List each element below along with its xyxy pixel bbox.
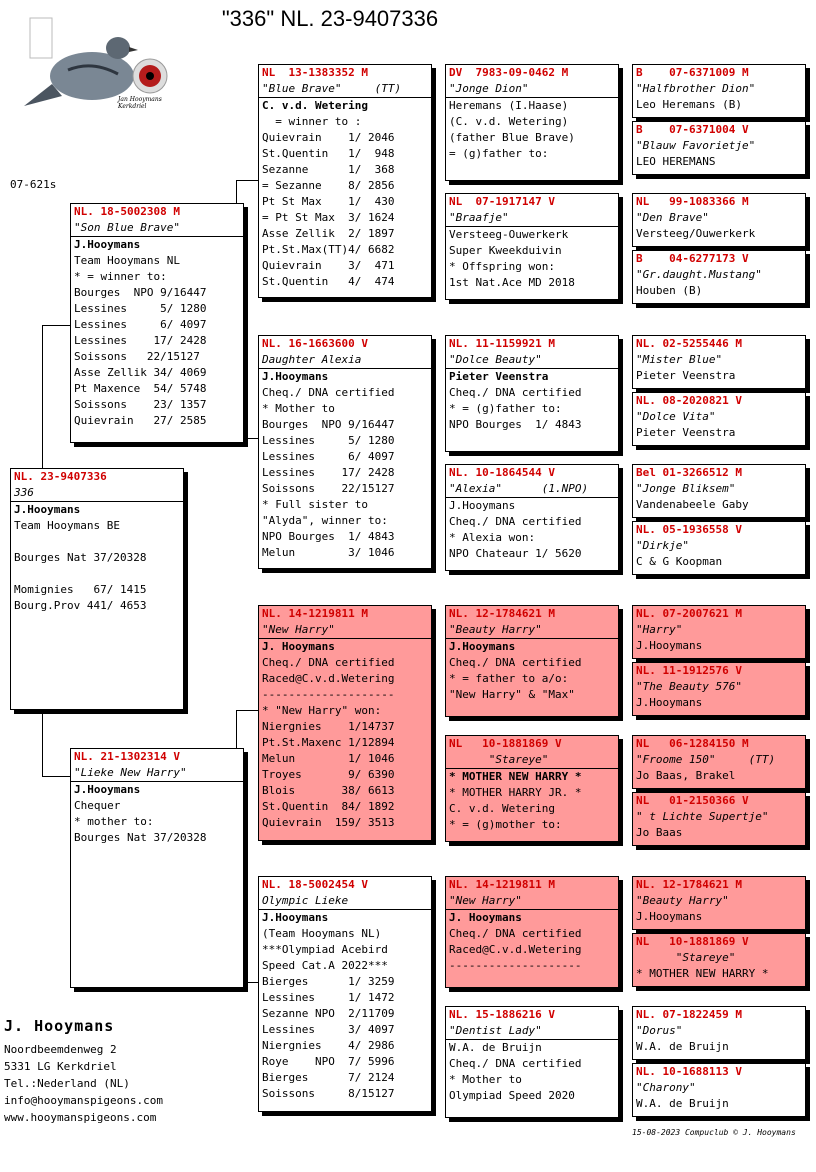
pigeon-name: "Jonge Dion" (446, 81, 618, 98)
line: Sezanne NPO 2/11709 (262, 1007, 395, 1020)
footer: 15-08-2023 Compuclub © J. Hooymans (632, 1128, 796, 1137)
ring-number: NL. 23-9407336 (14, 470, 107, 483)
pigeon-name: "Alexia" (1.NPO) (446, 481, 618, 498)
line: Troyes 9/ 6390 (262, 768, 395, 781)
pigeon-name: "Beauty Harry" (446, 622, 618, 639)
line: Lessines 6/ 4097 (74, 318, 207, 331)
line: * MOTHER HARRY JR. * (449, 786, 582, 799)
card-gen4-6 (632, 392, 806, 446)
pigeon-name: "Dolce Vita" (636, 410, 716, 423)
line: C. v.d. Wetering (449, 802, 555, 815)
card-gen4-14 (632, 933, 806, 987)
line: J.Hooymans (449, 640, 516, 653)
logo-text: Jan Hooymans Kerkdriel (118, 96, 162, 110)
line: Bourges Nat 37/20328 (14, 551, 147, 564)
ring-number: NL. 10-1688113 V (636, 1065, 742, 1078)
ring-number: NL. 07-1822459 M (636, 1008, 742, 1021)
pigeon-name: "Stareye" (636, 951, 736, 964)
line: Lessines 17/ 2428 (74, 334, 207, 347)
pigeon-name: "Froome 150" (TT) (636, 753, 776, 766)
line: * MOTHER NEW HARRY * (636, 967, 769, 980)
card-gen4-5 (632, 335, 806, 389)
ring-number: NL. 08-2020821 V (636, 394, 742, 407)
line: (Team Hooymans NL) (262, 927, 382, 940)
card-gen4-3 (632, 193, 806, 247)
pigeon-name: "Braafje" (446, 210, 618, 227)
line: Leo Heremans (B) (636, 98, 742, 111)
line: Cheq./ DNA certified (262, 656, 395, 669)
line: Pt.St.Max(TT)4/ 6682 (262, 243, 395, 256)
line: Pt Maxence 54/ 5748 (74, 382, 207, 395)
line: LEO HEREMANS (636, 155, 716, 168)
owner-website[interactable]: www.hooymanspigeons.com (4, 1111, 157, 1124)
line: * MOTHER NEW HARRY * (449, 770, 582, 783)
card-gen4-10 (632, 662, 806, 716)
line: "New Harry" & "Max" (449, 688, 575, 701)
ring-number: NL 10-1881869 V (636, 935, 749, 948)
card-gen3-4 (445, 464, 619, 571)
card-gen4-4 (632, 250, 806, 304)
pigeon-name: "Gr.daught.Mustang" (636, 268, 762, 281)
pigeon-name: "Stareye" (446, 752, 618, 769)
card-gen3-1 (445, 64, 619, 181)
line: Bierges 7/ 2124 (262, 1071, 395, 1084)
line: Pieter Veenstra (449, 370, 549, 383)
pigeon-name: "Dirkje" (636, 539, 689, 552)
line: Jo Baas, Brakel (636, 769, 736, 782)
line: W.A. de Bruijn (636, 1040, 729, 1053)
pigeon-name: "Harry" (636, 623, 683, 636)
line: Cheq./ DNA certified (449, 386, 582, 399)
line: * = winner to: (74, 270, 167, 283)
line: = (g)father to: (449, 147, 549, 160)
card-gen4-1 (632, 64, 806, 118)
pigeon-name: " t Lichte Supertje" (636, 810, 769, 823)
card-dam-sire (258, 605, 432, 841)
ring-number: NL. 02-5255446 M (636, 337, 742, 350)
line: * Full sister to (262, 498, 368, 511)
line: St.Quentin 84/ 1892 (262, 800, 395, 813)
line: J.Hooymans (262, 911, 329, 924)
line: Cheq./ DNA certified (449, 515, 582, 528)
line: Team Hooymans NL (74, 254, 180, 267)
owner-address: Noordbeemdenweg 2 (4, 1043, 117, 1056)
line: NPO Bourges 1/ 4843 (262, 530, 395, 543)
line: * = father to a/o: (449, 672, 569, 685)
ring-number: NL. 18-5002454 V (262, 878, 368, 891)
line: -------------------- (262, 688, 395, 701)
line: Lessines 6/ 4097 (262, 450, 395, 463)
line: Melun 3/ 1046 (262, 546, 395, 559)
pigeon-name: "Blue Brave" (TT) (259, 81, 431, 98)
line: Cheq./ DNA certified (449, 1057, 582, 1070)
line: Soissons 23/ 1357 (74, 398, 207, 411)
line: Chequer (74, 799, 121, 812)
ring-number: NL 01-2150366 V (636, 794, 749, 807)
line: Asse Zellik 34/ 4069 (74, 366, 207, 379)
line: Pieter Veenstra (636, 369, 736, 382)
card-gen4-7 (632, 464, 806, 518)
line: Soissons 22/15127 (262, 482, 395, 495)
line: Blois 38/ 6613 (262, 784, 395, 797)
ring-number: NL. 11-1912576 V (636, 664, 742, 677)
pigeon-name: "Beauty Harry" (636, 894, 729, 907)
pigeon-name: "New Harry" (259, 622, 431, 639)
line: Bourges NPO 9/16447 (262, 418, 395, 431)
card-gen3-8 (445, 1006, 619, 1118)
ring-number: NL 06-1284150 M (636, 737, 749, 750)
ring-number: NL. 12-1784621 M (636, 878, 742, 891)
card-gen3-7 (445, 876, 619, 988)
line: Lessines 5/ 1280 (262, 434, 395, 447)
line: Pt.St.Maxenc 1/12894 (262, 736, 395, 749)
ring-number: NL. 16-1663600 V (262, 337, 368, 350)
card-sire-sire (258, 64, 432, 298)
line: Soissons 8/15127 (262, 1087, 395, 1100)
line: * = (g)father to: (449, 402, 562, 415)
line: Quievrain 3/ 471 (262, 259, 395, 272)
ring-number: NL. 05-1936558 V (636, 523, 742, 536)
line: Quievrain 1/ 2046 (262, 131, 395, 144)
pigeon-name: "Halfbrother Dion" (636, 82, 756, 95)
line: J. Hooymans (262, 640, 335, 653)
card-sire-dam (258, 335, 432, 569)
pigeon-logo (22, 14, 172, 118)
line: Pieter Veenstra (636, 426, 736, 439)
line: St.Quentin 4/ 474 (262, 275, 395, 288)
line: NPO Chateaur 1/ 5620 (449, 547, 582, 560)
line: * "New Harry" won: (262, 704, 382, 717)
line: Niergnies 4/ 2986 (262, 1039, 395, 1052)
line: J.Hooymans (636, 639, 703, 652)
line: Super Kweekduivin (449, 244, 562, 257)
line: Quievrain 27/ 2585 (74, 414, 207, 427)
line: W.A. de Bruijn (636, 1097, 729, 1110)
line: ***Olympiad Acebird (262, 943, 388, 956)
line: (father Blue Brave) (449, 131, 575, 144)
code-label: 07-621s (10, 178, 57, 191)
pigeon-name: "Dolce Beauty" (446, 352, 618, 369)
line: Cheq./ DNA certified (449, 927, 582, 940)
ring-number: NL. 14-1219811 M (449, 878, 555, 891)
line: Jo Baas (636, 826, 683, 839)
line: Raced@C.v.d.Wetering (262, 672, 395, 685)
line: Niergnies 1/14737 (262, 720, 395, 733)
ring-number: NL. 21-1302314 V (74, 750, 180, 763)
card-main (10, 468, 184, 710)
pigeon-name: "Mister Blue" (636, 353, 723, 366)
line: 1st Nat.Ace MD 2018 (449, 276, 575, 289)
card-dam-dam (258, 876, 432, 1112)
card-gen4-2 (632, 121, 806, 175)
pigeon-name: "Blauw Favorietje" (636, 139, 756, 152)
line: = Pt St Max 3/ 1624 (262, 211, 395, 224)
pigeon-name: Daughter Alexia (259, 352, 431, 369)
line: J.Hooymans (449, 499, 516, 512)
ring-number: DV 7983-09-0462 M (449, 66, 569, 79)
pigeon-name: "Charony" (636, 1081, 696, 1094)
card-gen4-13 (632, 876, 806, 930)
line: NPO Bourges 1/ 4843 (449, 418, 582, 431)
line: Lessines 5/ 1280 (74, 302, 207, 315)
card-dam (70, 748, 244, 988)
line: Olympiad Speed 2020 (449, 1089, 575, 1102)
line: Speed Cat.A 2022*** (262, 959, 388, 972)
line: * = (g)mother to: (449, 818, 562, 831)
line: * Offspring won: (449, 260, 555, 273)
owner-email[interactable]: info@hooymanspigeons.com (4, 1094, 163, 1107)
pigeon-name: Olympic Lieke (259, 893, 431, 910)
line: Bourg.Prov 441/ 4653 (14, 599, 147, 612)
line: Roye NPO 7/ 5996 (262, 1055, 395, 1068)
line: Soissons 22/15127 (74, 350, 200, 363)
line: J.Hooymans (262, 370, 329, 383)
card-gen4-15 (632, 1006, 806, 1060)
ring-number: NL. 18-5002308 M (74, 205, 180, 218)
ring-number: NL 10-1881869 V (449, 737, 562, 750)
card-gen4-12 (632, 792, 806, 846)
line: Raced@C.v.d.Wetering (449, 943, 582, 956)
line: Team Hooymans BE (14, 519, 120, 532)
line: Bierges 1/ 3259 (262, 975, 395, 988)
card-gen4-9 (632, 605, 806, 659)
line: Lessines 3/ 4097 (262, 1023, 395, 1036)
line: * mother to: (74, 815, 154, 828)
card-sire (70, 203, 244, 443)
line: Vandenabeele Gaby (636, 498, 749, 511)
line: C & G Koopman (636, 555, 723, 568)
line: Lessines 17/ 2428 (262, 466, 395, 479)
line: J. Hooymans (449, 911, 522, 924)
line: Sezanne 1/ 368 (262, 163, 395, 176)
line: St.Quentin 1/ 948 (262, 147, 395, 160)
line: W.A. de Bruijn (449, 1041, 542, 1054)
line: Cheq./ DNA certified (262, 386, 395, 399)
ring-number: NL 99-1083366 M (636, 195, 749, 208)
ring-number: NL. 12-1784621 M (449, 607, 555, 620)
ring-number: NL. 14-1219811 M (262, 607, 368, 620)
ring-number: NL. 10-1864544 V (449, 466, 555, 479)
pigeon-name: "The Beauty 576" (636, 680, 742, 693)
card-gen4-8 (632, 521, 806, 575)
ring-number: B 07-6371004 V (636, 123, 749, 136)
line: J.Hooymans (74, 238, 141, 251)
ring-number: NL 13-1383352 M (262, 66, 368, 79)
line: J.Hooymans (74, 783, 141, 796)
line: Asse Zellik 2/ 1897 (262, 227, 395, 240)
line: * Mother to (262, 402, 335, 415)
card-gen4-11 (632, 735, 806, 789)
pigeon-name: "Den Brave" (636, 211, 709, 224)
pigeon-name: "Jonge Bliksem" (636, 482, 736, 495)
pigeon-name: "Lieke New Harry" (71, 765, 243, 782)
card-gen4-16 (632, 1063, 806, 1117)
card-gen3-5 (445, 605, 619, 717)
line: * Alexia won: (449, 531, 536, 544)
line: J.Hooymans (14, 503, 81, 516)
ring-number: Bel 01-3266512 M (636, 466, 742, 479)
line: = Sezanne 8/ 2856 (262, 179, 395, 192)
line: C. v.d. Wetering (262, 99, 368, 112)
line: = winner to : (262, 115, 362, 128)
pigeon-name: "Dorus" (636, 1024, 683, 1037)
line (11, 534, 183, 550)
line: Bourges NPO 9/16447 (74, 286, 207, 299)
line: Versteeg-Ouwerkerk (449, 228, 569, 241)
line: Heremans (I.Haase) (449, 99, 569, 112)
ring-number: NL 07-1917147 V (449, 195, 555, 208)
line: Lessines 1/ 1472 (262, 991, 395, 1004)
card-gen3-3 (445, 335, 619, 452)
owner-name: J. Hooymans (4, 1017, 115, 1035)
line: J.Hooymans (636, 696, 703, 709)
owner-block (4, 1018, 163, 1126)
line: Houben (B) (636, 284, 703, 297)
owner-phone: Tel.:Nederland (NL) (4, 1077, 130, 1090)
line: Bourges Nat 37/20328 (74, 831, 207, 844)
pigeon-name: "Son Blue Brave" (71, 220, 243, 237)
line (11, 566, 183, 582)
page-title: "336" NL. 23-9407336 (221, 6, 439, 31)
line: Cheq./ DNA certified (449, 656, 582, 669)
card-gen3-6 (445, 735, 619, 842)
line: (C. v.d. Wetering) (449, 115, 569, 128)
pigeon-name: 336 (11, 485, 183, 502)
card-gen3-2 (445, 193, 619, 300)
pigeon-name: "Dentist Lady" (446, 1023, 618, 1040)
line: Quievrain 159/ 3513 (262, 816, 395, 829)
ring-number: NL. 11-1159921 M (449, 337, 555, 350)
line: J.Hooymans (636, 910, 703, 923)
line: Momignies 67/ 1415 (14, 583, 147, 596)
ring-number: B 07-6371009 M (636, 66, 749, 79)
owner-city: 5331 LG Kerkdriel (4, 1060, 117, 1073)
line: * Mother to (449, 1073, 522, 1086)
ring-number: NL. 07-2007621 M (636, 607, 742, 620)
line: -------------------- (449, 959, 582, 972)
ring-number: NL. 15-1886216 V (449, 1008, 555, 1021)
line: Versteeg/Ouwerkerk (636, 227, 756, 240)
ring-number: B 04-6277173 V (636, 252, 749, 265)
pigeon-name: "New Harry" (446, 893, 618, 910)
line: Melun 1/ 1046 (262, 752, 395, 765)
line: "Alyda", winner to: (262, 514, 388, 527)
line: Pt St Max 1/ 430 (262, 195, 395, 208)
